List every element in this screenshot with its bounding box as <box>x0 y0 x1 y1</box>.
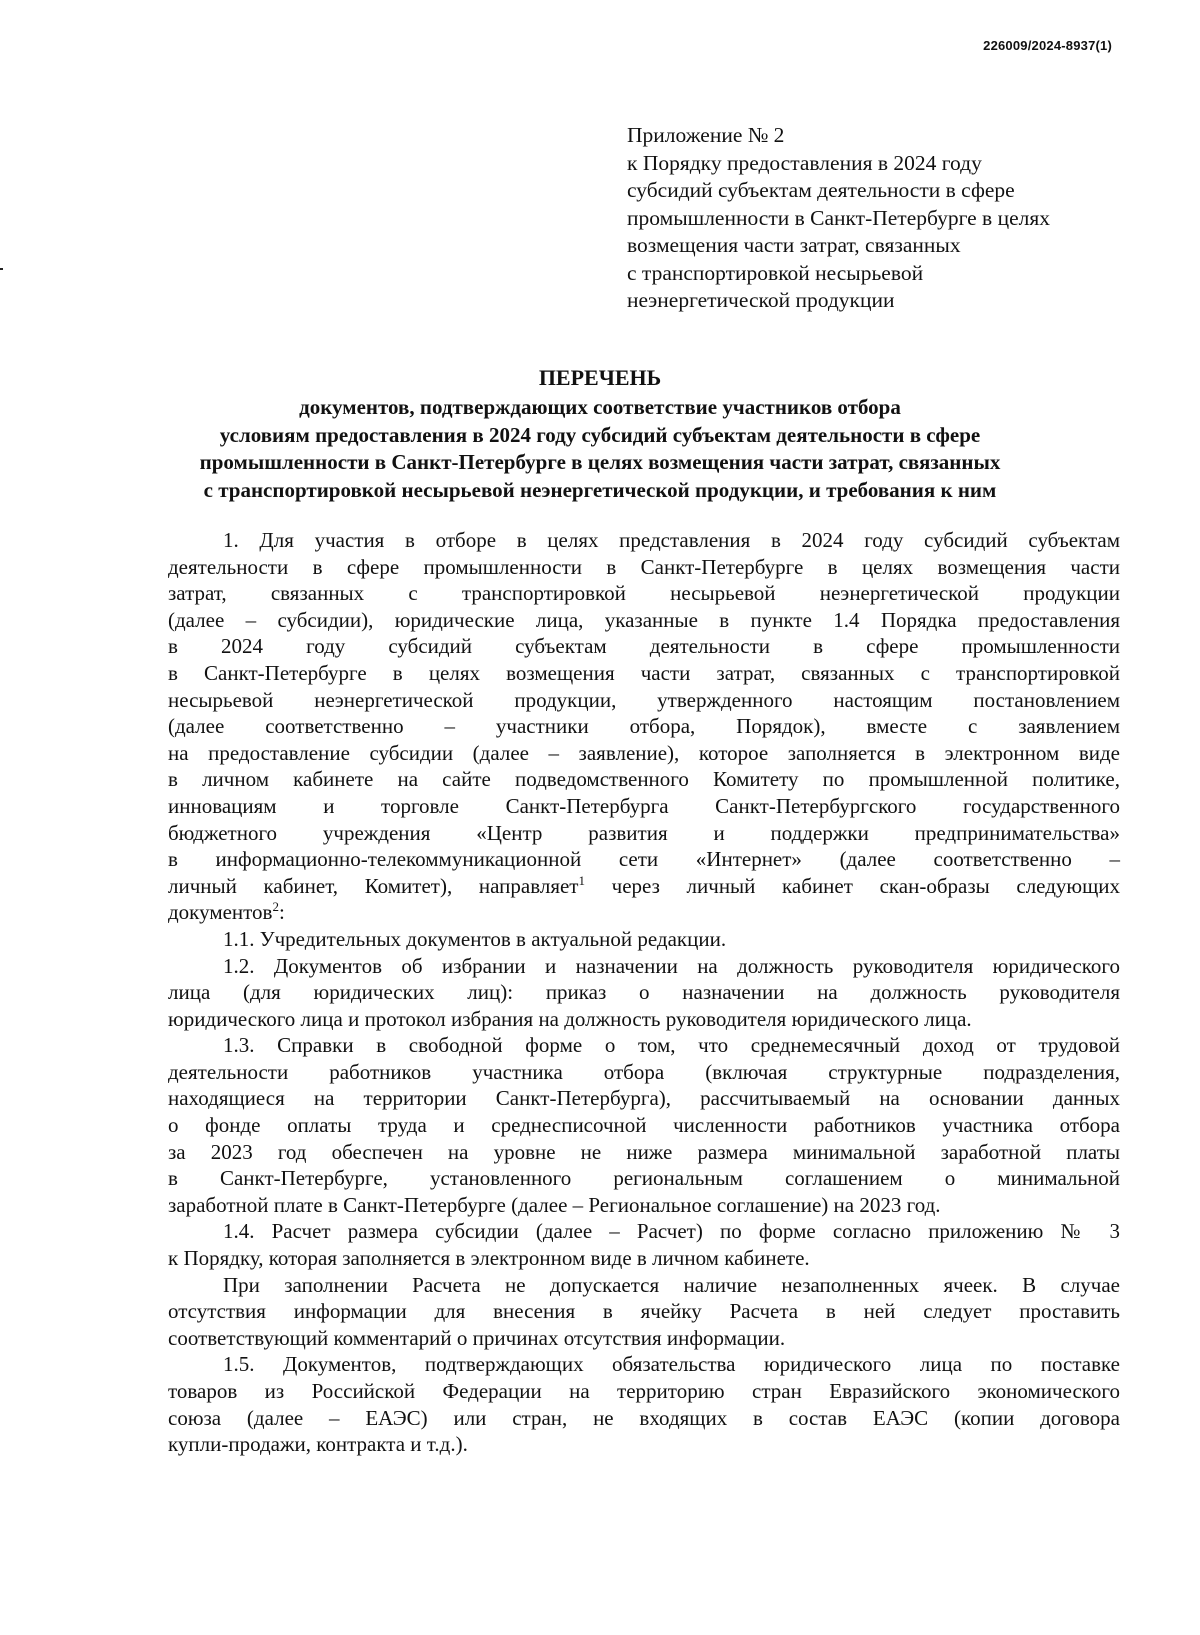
appendix-line: субсидий субъектам деятельности в сфере <box>627 178 1015 202</box>
item-1-3-line: заработной плате в Санкт-Петербурге (далее – Региональное соглашение) на 2023 год. <box>168 1192 941 1217</box>
appendix-line: промышленности в Санкт-Петербурге в целях <box>627 205 1050 230</box>
document-title: ПЕРЕЧЕНЬ <box>538 365 662 390</box>
item-1-3-line: находящиеся на территории Санкт-Петербурга), рассчитываемый на основании данных <box>168 1086 1120 1111</box>
paragraph-1-line: (далее – субсидии), юридические лица, указанные в пункте 1.4 Порядка предоставления <box>168 607 1120 632</box>
item-1-3-line: в Санкт-Петербурге, установленного региональным соглашением о минимальной <box>168 1166 1120 1191</box>
paragraph-1-line: бюджетного учреждения «Центр развития и поддержки предпринимательства» <box>168 820 1120 845</box>
paragraph-1-line: затрат, связанных с транспортировкой несырьевой неэнергетической продукции <box>168 581 1120 606</box>
item-1-4b-line: При заполнении Расчета не допускается наличие незаполненных ячеек. В случае <box>223 1272 1120 1297</box>
item-1-5-line: товаров из Российской Федерации на территорию стран Евразийского экономического <box>168 1379 1120 1403</box>
document-subtitle <box>120 394 1080 504</box>
item-1-3-line: 1.3. Справки в свободной форме о том, что среднемесячный доход от трудовой <box>223 1033 1120 1058</box>
appendix-line: неэнергетической продукции <box>627 288 895 312</box>
paragraph-1-line: инновациям и торговле Санкт-Петербурга Санкт-Петербургского государственного <box>168 793 1120 818</box>
subtitle-line: условиям предоставления в 2024 году субсидий субъектам деятельности в сфере <box>219 422 981 447</box>
paragraph-1-line: 1. Для участия в отборе в целях представления в 2024 году субсидий субъектам <box>223 528 1120 552</box>
paragraph-1-line-footnote <box>168 899 1120 926</box>
item-1-3-line: за 2023 год обеспечен на уровне не ниже размера минимальной заработной платы <box>168 1139 1120 1164</box>
item-1-5-line: купли-продажи, контракта и т.д.). <box>168 1432 468 1457</box>
text-segment: через личный кабинет скан-образы следующих <box>584 873 1121 898</box>
paragraph-1-line: на предоставление субсидии (далее – заявление), которое заполняется в электронном виде <box>168 740 1120 765</box>
item-1-4b-line: отсутствия информации для внесения в ячейку Расчета в ней следует проставить <box>168 1299 1120 1324</box>
text-segment: : <box>278 900 285 925</box>
paragraph-1-line: несырьевой неэнергетической продукции, утвержденного настоящим постановлением <box>168 687 1120 712</box>
item-1-4-line: 1.4. Расчет размера субсидии (далее – Расчет) по форме согласно приложению № 3 <box>223 1219 1120 1244</box>
appendix-line: с транспортировкой несырьевой <box>627 260 924 285</box>
scan-edge-mark <box>0 268 3 270</box>
footnote-marker: 2 <box>272 899 279 915</box>
subtitle-line: документов, подтверждающих соответствие участников отбора <box>299 395 901 419</box>
text-segment: документов <box>168 900 273 925</box>
text-segment: личный кабинет, Комитет), направляет <box>168 873 579 898</box>
paragraph-1-line: в 2024 году субсидий субъектам деятельности в сфере промышленности <box>168 634 1120 659</box>
item-1-1: 1.1. Учредительных документов в актуальной редакции. <box>223 926 727 951</box>
subtitle-line: с транспортировкой несырьевой неэнергетической продукции, и требования к ним <box>203 477 997 502</box>
document-body <box>168 527 1120 1458</box>
paragraph-1-line: деятельности в сфере промышленности в Санкт-Петербурге в целях возмещения части <box>168 554 1120 579</box>
item-1-5-line: союза (далее – ЕАЭС) или стран, не входящих в состав ЕАЭС (копии договора <box>168 1405 1120 1430</box>
appendix-line: Приложение № 2 <box>627 123 785 147</box>
item-1-3-line: о фонде оплаты труда и среднесписочной численности работников участника отбора <box>168 1113 1120 1138</box>
item-1-2-line: юридического лица и протокол избрания на должность руководителя юридического лица. <box>168 1006 972 1031</box>
footnote-marker: 1 <box>578 872 585 888</box>
document-registration-number: 226009/2024-8937(1) <box>983 38 1112 53</box>
paragraph-1-line: в информационно-телекоммуникационной сети «Интернет» (далее соответственно – <box>168 847 1120 872</box>
appendix-line: возмещения части затрат, связанных <box>627 233 961 257</box>
item-1-4b-line: соответствующий комментарий о причинах отсутствия информации. <box>168 1325 786 1350</box>
paragraph-1-line: (далее соответственно – участники отбора, Порядок), вместе с заявлением <box>168 714 1120 739</box>
item-1-3-line: деятельности работников участника отбора (включая структурные подразделения, <box>168 1059 1120 1084</box>
appendix-block <box>627 122 1147 315</box>
item-1-2-line: лица (для юридических лиц): приказ о назначении на должность руководителя <box>168 980 1120 1005</box>
appendix-line: к Порядку предоставления в 2024 году <box>627 150 982 175</box>
item-1-5-line: 1.5. Документов, подтверждающих обязательства юридического лица по поставке <box>223 1352 1120 1377</box>
subtitle-line: промышленности в Санкт-Петербурге в целях возмещения части затрат, связанных <box>199 450 1001 474</box>
item-1-4-line: к Порядку, которая заполняется в электронном виде в личном кабинете. <box>168 1246 810 1271</box>
item-1-2-line: 1.2. Документов об избрании и назначении на должность руководителя юридического <box>223 953 1120 978</box>
paragraph-1-line: в личном кабинете на сайте подведомственного Комитету по промышленной политике, <box>168 767 1120 792</box>
paragraph-1-line-footnote <box>168 873 1120 900</box>
paragraph-1-line: в Санкт-Петербурге в целях возмещения части затрат, связанных с транспортировкой <box>168 660 1120 685</box>
